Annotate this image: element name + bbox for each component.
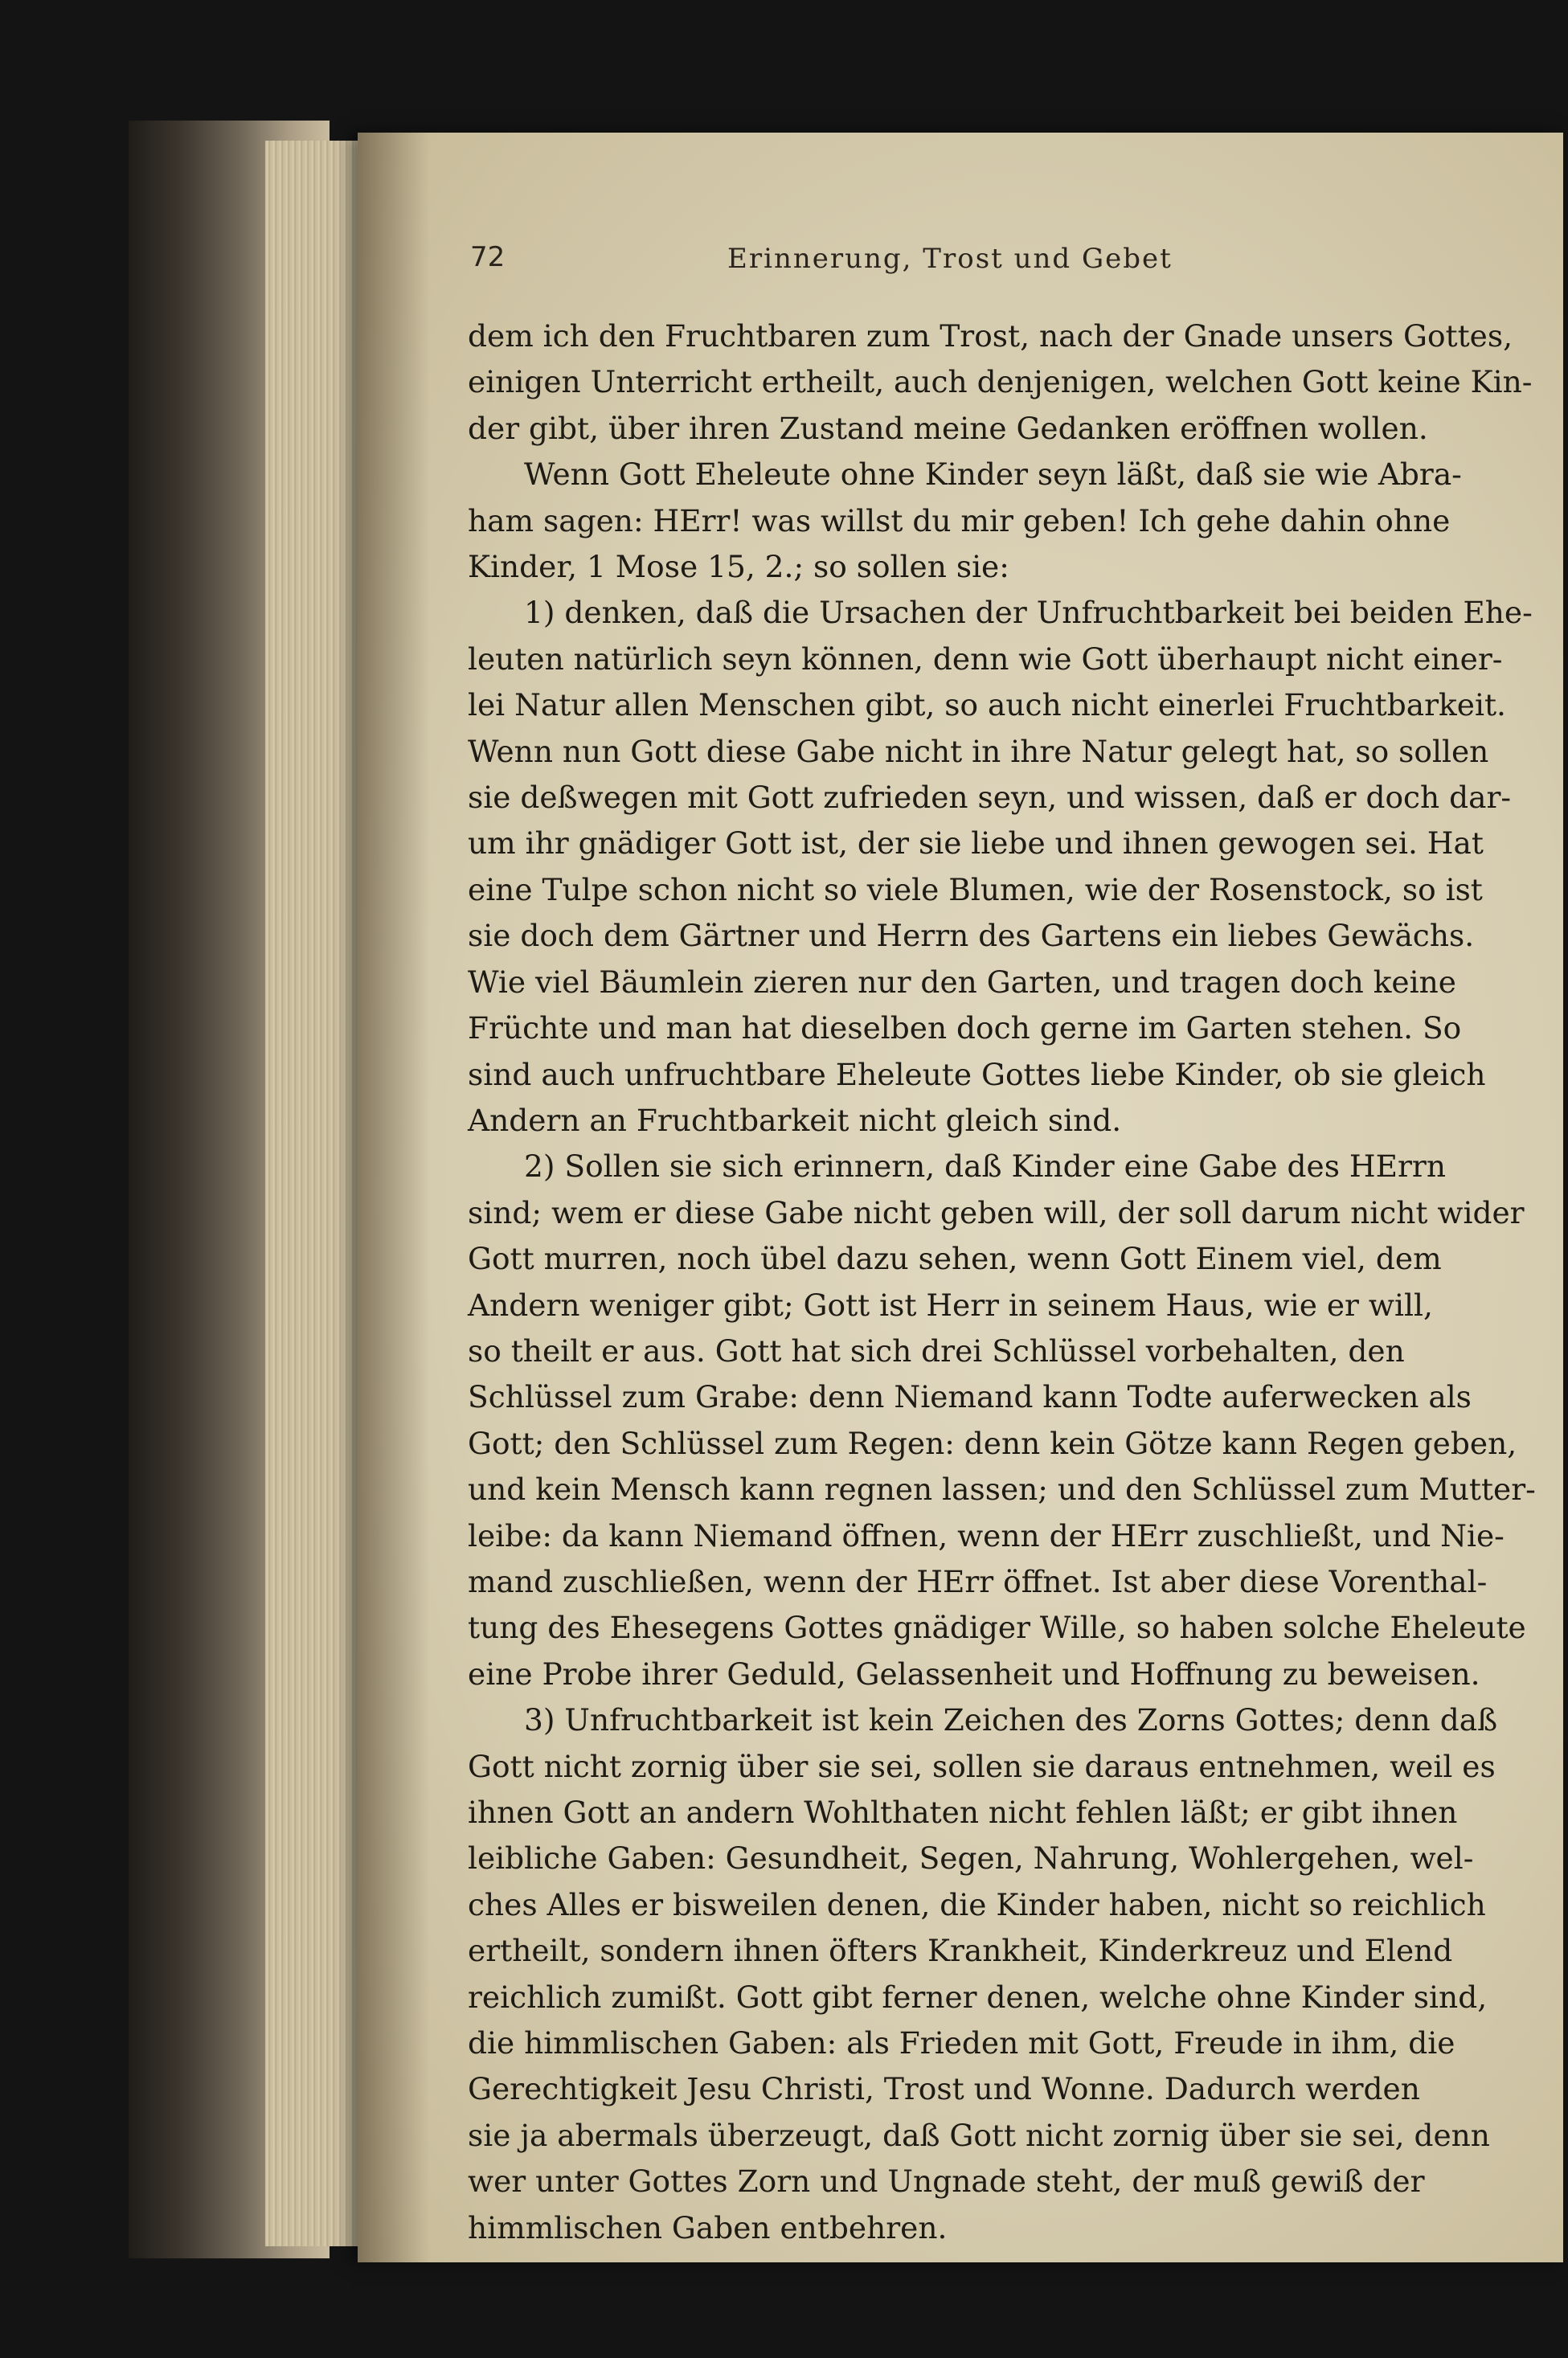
text-line: Früchte und man hat dieselben doch gerne im Garten stehen. So: [468, 1010, 1462, 1046]
text-line: Andern weniger gibt; Gott ist Herr in seinem Haus, wie er will,: [468, 1287, 1433, 1323]
text-line: Schlüssel zum Grabe: denn Niemand kann Todte auferwecken als: [468, 1379, 1472, 1415]
text-line: ertheilt, sondern ihnen öfters Krankheit, Kinderkreuz und Elend: [468, 1933, 1453, 1969]
text-line: reichlich zumißt. Gott gibt ferner denen, welche ohne Kinder sind,: [468, 1979, 1488, 2015]
text-line: mand zuschließen, wenn der HErr öffnet. Ist aber diese Vorenthal-: [468, 1563, 1488, 1599]
text-line: Andern an Fruchtbarkeit nicht gleich sind.: [468, 1102, 1122, 1138]
text-line: ham sagen: HErr! was willst du mir geben! Ich gehe dahin ohne: [468, 502, 1451, 538]
body-text: [468, 313, 1536, 2251]
text-line: Gerechtigkeit Jesu Christi, Trost und Wonne. Dadurch werden: [468, 2071, 1420, 2107]
text-line: wer unter Gottes Zorn und Ungnade steht, der muß gewiß der: [468, 2164, 1425, 2200]
text-line: die himmlischen Gaben: als Frieden mit Gott, Freude in ihm, die: [468, 2025, 1455, 2061]
text-line: eine Probe ihrer Geduld, Gelassenheit und Hoffnung zu beweisen.: [468, 1656, 1480, 1692]
text-line: einigen Unterricht ertheilt, auch denjenigen, welchen Gott keine Kin-: [468, 364, 1533, 400]
text-line: Wenn nun Gott diese Gabe nicht in ihre Natur gelegt hat, so sollen: [468, 733, 1489, 769]
text-line: sie deßwegen mit Gott zufrieden seyn, und wissen, daß er doch dar-: [468, 780, 1512, 816]
text-line: eine Tulpe schon nicht so viele Blumen, wie der Rosenstock, so ist: [468, 871, 1483, 907]
text-line: leibliche Gaben: Gesundheit, Segen, Nahrung, Wohlergehen, wel-: [468, 1840, 1474, 1877]
spine-shadow: [358, 133, 430, 2262]
text-line: 2) Sollen sie sich erinnern, daß Kinder eine Gabe des HErrn: [524, 1148, 1446, 1185]
text-line: leuten natürlich seyn können, denn wie Gott überhaupt nicht einer-: [468, 641, 1503, 677]
text-line: himmlischen Gaben entbehren.: [468, 2209, 948, 2245]
text-line: und kein Mensch kann regnen lassen; und den Schlüssel zum Mutter-: [468, 1472, 1536, 1508]
text-line: tung des Ehesegens Gottes gnädiger Wille, so haben solche Eheleute: [468, 1610, 1526, 1646]
text-line: Wenn Gott Eheleute ohne Kinder seyn läßt, daß sie wie Abra-: [524, 456, 1462, 493]
text-line: ihnen Gott an andern Wohlthaten nicht fehlen läßt; er gibt ihnen: [468, 1795, 1458, 1830]
text-line: leibe: da kann Niemand öffnen, wenn der HErr zuschließt, und Nie-: [468, 1517, 1505, 1554]
text-line: 1) denken, daß die Ursachen der Unfruchtbarkeit bei beiden Ehe-: [524, 595, 1533, 631]
text-line: Kinder, 1 Mose 15, 2.; so sollen sie:: [468, 549, 1009, 585]
text-line: sind; wem er diese Gabe nicht geben will, der soll darum nicht wider: [468, 1194, 1525, 1230]
text-line: Wie viel Bäumlein zieren nur den Garten, und tragen doch keine: [468, 964, 1456, 1000]
text-line: Gott murren, noch übel dazu sehen, wenn Gott Einem viel, dem: [468, 1241, 1442, 1277]
text-line: 3) Unfruchtbarkeit ist kein Zeichen des Zorns Gottes; denn daß: [524, 1702, 1498, 1738]
text-line: um ihr gnädiger Gott ist, der sie liebe und ihnen gewogen sei. Hat: [468, 825, 1484, 862]
page-number: 72: [470, 241, 506, 273]
text-line: sie doch dem Gärtner und Herrn des Gartens ein liebes Gewächs.: [468, 918, 1475, 954]
text-line: Gott; den Schlüssel zum Regen: denn kein Götze kann Regen geben,: [468, 1425, 1517, 1461]
text-line: der gibt, über ihren Zustand meine Gedanken eröffnen wollen.: [468, 410, 1428, 446]
text-line: so theilt er aus. Gott hat sich drei Schlüssel vorbehalten, den: [468, 1333, 1405, 1369]
text-line: sie ja abermals überzeugt, daß Gott nicht zornig über sie sei, denn: [468, 2117, 1490, 2153]
text-line: lei Natur allen Menschen gibt, so auch nicht einerlei Fruchtbarkeit.: [468, 687, 1506, 723]
running-title: Erinnerung, Trost und Gebet: [727, 243, 1173, 275]
text-line: sind auch unfruchtbare Eheleute Gottes liebe Kinder, ob sie gleich: [468, 1056, 1486, 1092]
text-line: dem ich den Fruchtbaren zum Trost, nach der Gnade unsers Gottes,: [468, 318, 1513, 354]
text-line: Gott nicht zornig über sie sei, sollen sie daraus entnehmen, weil es: [468, 1748, 1496, 1784]
text-line: ches Alles er bisweilen denen, die Kinder haben, nicht so reichlich: [468, 1886, 1486, 1922]
page-header: [470, 241, 1306, 289]
